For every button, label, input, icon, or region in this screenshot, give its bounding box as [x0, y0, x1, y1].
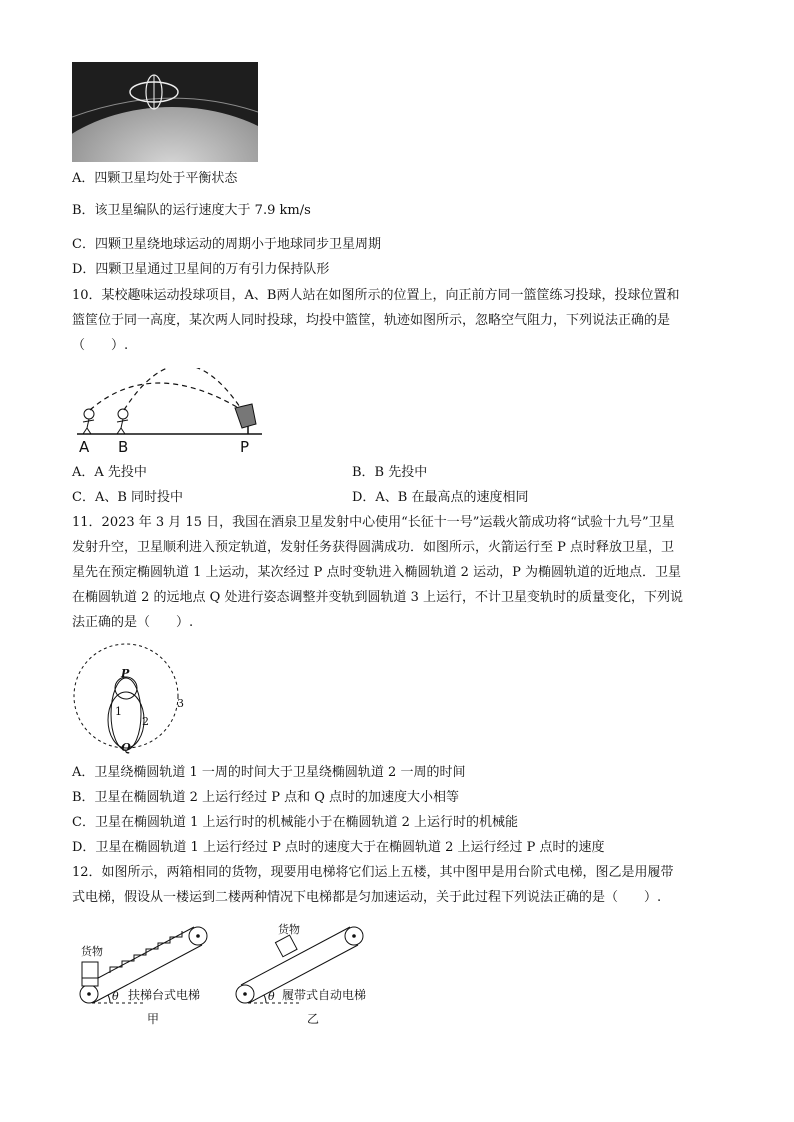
- q10-option-b: B．B 先投中: [352, 465, 428, 480]
- q11-option-b: B．卫星在椭圆轨道 2 上运行经过 P 点和 Q 点时的加速度大小相等: [72, 790, 460, 805]
- q11-label-p: P: [121, 667, 130, 680]
- q10-option-a: A．A 先投中: [72, 465, 147, 480]
- q9-option-a: A．四颗卫星均处于平衡状态: [72, 171, 238, 186]
- satellite-photo: [72, 62, 258, 162]
- earth-satellite-image: [72, 62, 258, 162]
- q12-theta-jia: θ: [112, 990, 119, 1003]
- q10-label-b: B: [118, 438, 129, 456]
- q11-orbit-figure: [72, 640, 192, 760]
- q11-stem-line1: 11．2023 年 3 月 15 日，我国在酒泉卫星发射中心使用“长征十一号”运载火箭成功将“试验十九号”卫星: [72, 515, 675, 530]
- q11-label-1: 1: [115, 705, 122, 718]
- q10-label-a: A: [79, 438, 90, 456]
- q11-stem-line5: 法正确的是（ ）.: [72, 615, 194, 630]
- q10-stem-line3: （ ）.: [72, 338, 129, 353]
- q12-cargo-label-jia: 货物: [81, 945, 103, 958]
- q11-option-c: C．卫星在椭圆轨道 1 上运行时的机械能小于在椭圆轨道 2 上运行时的机械能: [72, 815, 519, 830]
- q12-caption-jia: 甲: [147, 1012, 160, 1026]
- q9-option-b: B．该卫星编队的运行速度大于 7.9 km/s: [72, 203, 311, 218]
- q10-stem-line2: 篮筐位于同一高度，某次两人同时投球，均投中篮筐，轨迹如图所示，忽略空气阻力，下列说法正确的是: [72, 313, 671, 328]
- q12-cargo-label-yi: 货物: [278, 923, 300, 936]
- q12-escalator-label-jia: 扶梯台式电梯: [128, 988, 201, 1002]
- q11-label-q: Q: [121, 741, 131, 754]
- q11-stem-line3: 星先在预定椭圆轨道 1 上运动，某次经过 P 点时变轨进入椭圆轨道 2 运动，P 为椭圆轨道的近地点．卫星: [72, 565, 681, 580]
- q11-stem-line4: 在椭圆轨道 2 的远地点 Q 处进行姿态调整并变轨到圆轨道 3 上运行，不计卫星变轨时的质量变化，下列说: [72, 590, 683, 605]
- q11-label-2: 2: [142, 715, 149, 728]
- q9-option-d: D．四颗卫星通过卫星间的万有引力保持队形: [72, 262, 330, 277]
- q11-stem-line2: 发射升空，卫星顺利进入预定轨道，发射任务获得圆满成功．如图所示，火箭运行至 P 点时释放卫星，卫: [72, 540, 675, 555]
- q12-stem-line2: 式电梯，假设从一楼运到二楼两种情况下电梯都是匀加速运动，关于此过程下列说法正确的是（ ）.: [72, 890, 662, 905]
- q12-stem-line1: 12．如图所示，两箱相同的货物，现要用电梯将它们运上五楼，其中图甲是用台阶式电梯，图乙是用履带: [72, 865, 674, 880]
- q10-option-d: D．A、B 在最高点的速度相同: [352, 490, 529, 505]
- q11-label-3: 3: [177, 697, 184, 710]
- q10-stem-line1: 10．某校趣味运动投球项目，A、B两人站在如图所示的位置上，向正前方同一篮筐练习投球，投球位置和: [72, 288, 680, 303]
- q10-option-c: C．A、B 同时投中: [72, 490, 184, 505]
- q12-theta-yi: θ: [268, 990, 275, 1003]
- q12-escalator-label-yi: 履带式自动电梯: [282, 988, 367, 1002]
- q11-option-d: D．卫星在椭圆轨道 1 上运行经过 P 点时的速度大于在椭圆轨道 2 上运行经过 P 点时的速度: [72, 840, 605, 855]
- q12-caption-yi: 乙: [307, 1012, 320, 1026]
- q11-option-a: A．卫星绕椭圆轨道 1 一周的时间大于卫星绕椭圆轨道 2 一周的时间: [72, 765, 466, 780]
- q9-option-c: C．四颗卫星绕地球运动的周期小于地球同步卫星周期: [72, 237, 381, 252]
- q10-label-p: P: [240, 438, 250, 456]
